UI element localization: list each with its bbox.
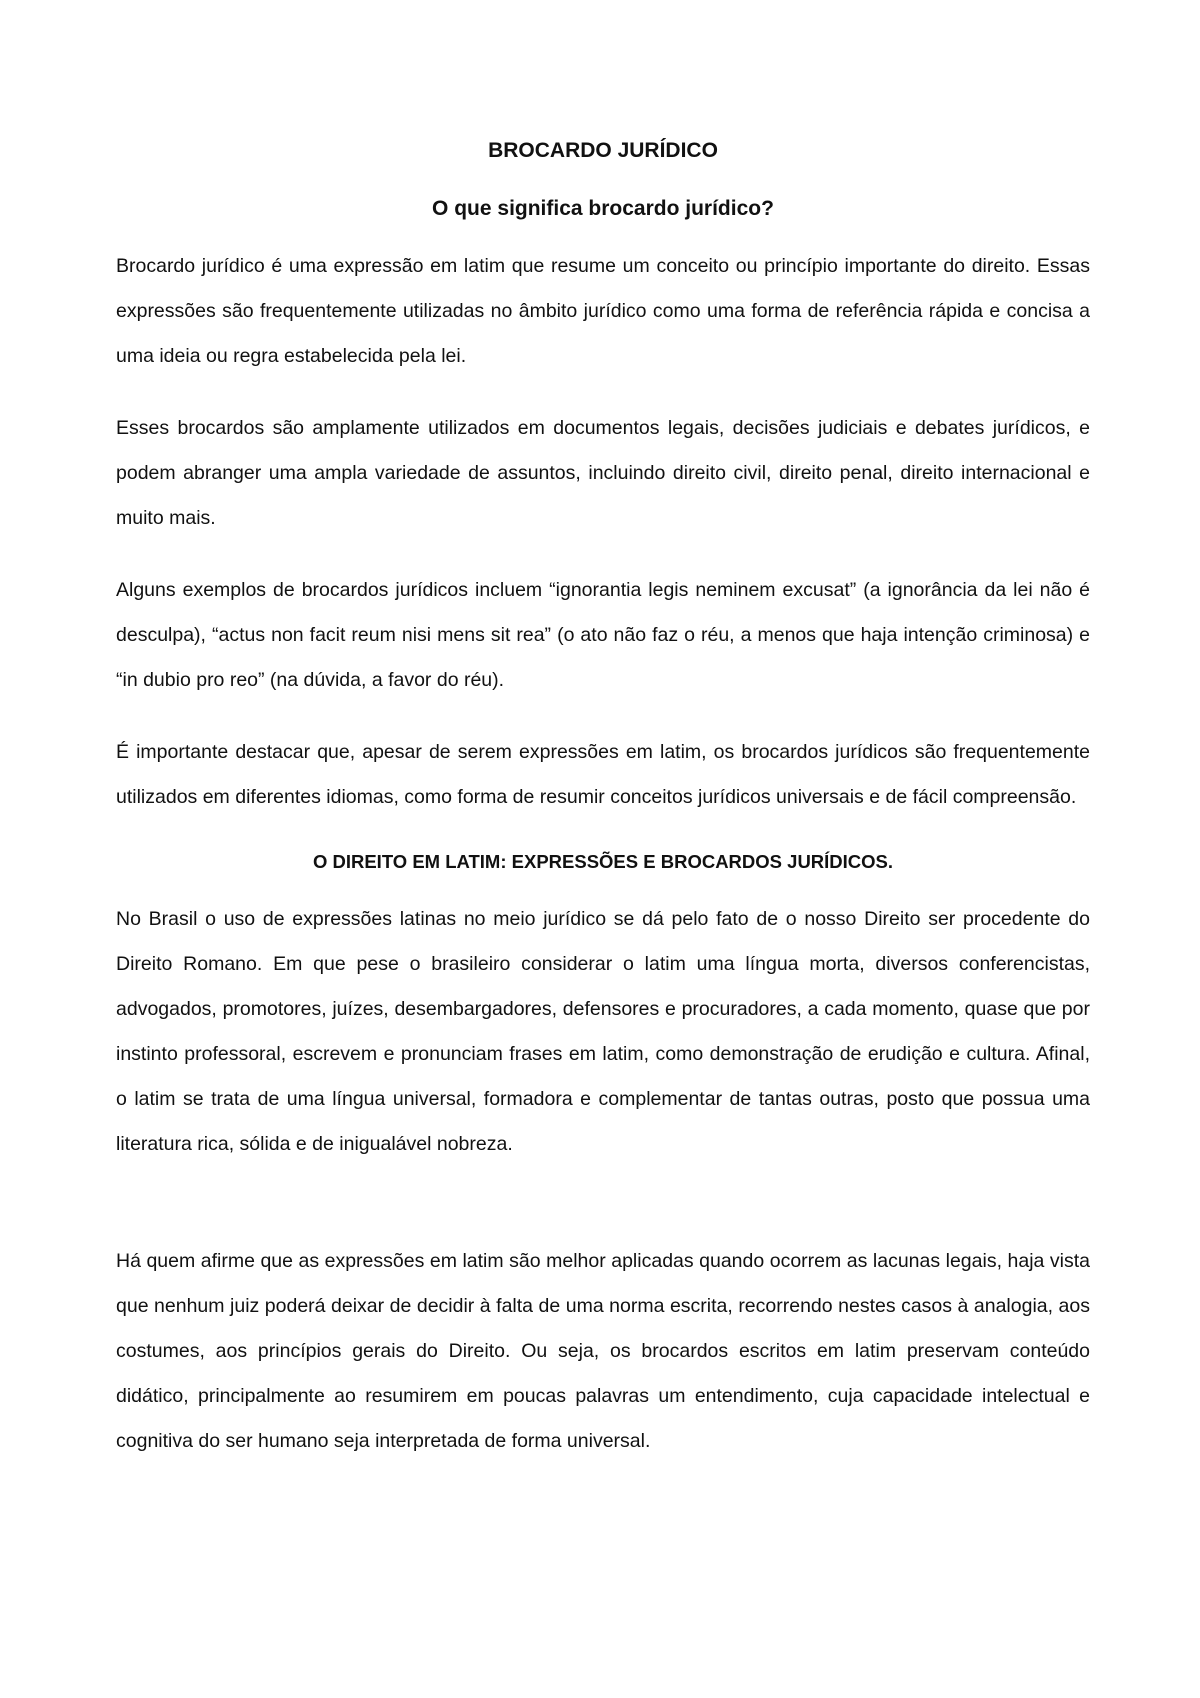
document-subtitle: O que significa brocardo jurídico? xyxy=(432,197,774,220)
paragraph-examples: Alguns exemplos de brocardos jurídicos incluem “ignorantia legis neminem excusat” (a ignorância da lei não é desculpa), “actus non facit reum nisi mens sit rea” (o ato não faz o réu, a menos que haja intenção criminosa) e “in dubio pro reo” (na dúvida, a favor do réu). xyxy=(116,579,1090,691)
section-title: O DIREITO EM LATIM: EXPRESSÕES E BROCARDOS JURÍDICOS. xyxy=(312,851,894,872)
paragraph-definition: Brocardo jurídico é uma expressão em latim que resume um conceito ou princípio importante do direito. Essas expressões são frequentemente utilizadas no âmbito jurídico como uma forma de referência rápida e concisa a uma ideia ou regra estabelecida pela lei. xyxy=(116,255,1090,367)
paragraph-languages: É importante destacar que, apesar de serem expressões em latim, os brocardos jurídicos são frequentemente utilizados em diferentes idiomas, como forma de resumir conceitos jurídicos universais e de fácil compreensão. xyxy=(116,741,1090,808)
paragraph-usage: Esses brocardos são amplamente utilizados em documentos legais, decisões judiciais e debates jurídicos, e podem abranger uma ampla variedade de assuntos, incluindo direito civil, direito penal, direito internacional e muito mais. xyxy=(116,417,1090,529)
paragraph-lacunas: Há quem afirme que as expressões em latim são melhor aplicadas quando ocorrem as lacunas legais, haja vista que nenhum juiz poderá deixar de decidir à falta de uma norma escrita, recorrendo nestes casos à analogia, aos costumes, aos princípios gerais do Direito. Ou seja, os brocardos escritos em latim preservam conteúdo didático, principalmente ao resumirem em poucas palavras um entendimento, cuja capacidade intelectual e cognitiva do ser humano seja interpretada de forma universal. xyxy=(116,1250,1090,1452)
document-page xyxy=(116,136,1090,1491)
document-title: BROCARDO JURÍDICO xyxy=(488,139,718,162)
paragraph-brazil: No Brasil o uso de expressões latinas no meio jurídico se dá pelo fato de o nosso Direito ser procedente do Direito Romano. Em que pese o brasileiro considerar o latim uma língua morta, diversos conferencistas, advogados, promotores, juízes, desembargadores, defensores e procuradores, a cada momento, quase que por instinto professoral, escrevem e pronunciam frases em latim, como demonstração de erudição e cultura. Afinal, o latim se trata de uma língua universal, formadora e complementar de tantas outras, posto que possua uma literatura rica, sólida e de inigualável nobreza. xyxy=(116,908,1090,1155)
